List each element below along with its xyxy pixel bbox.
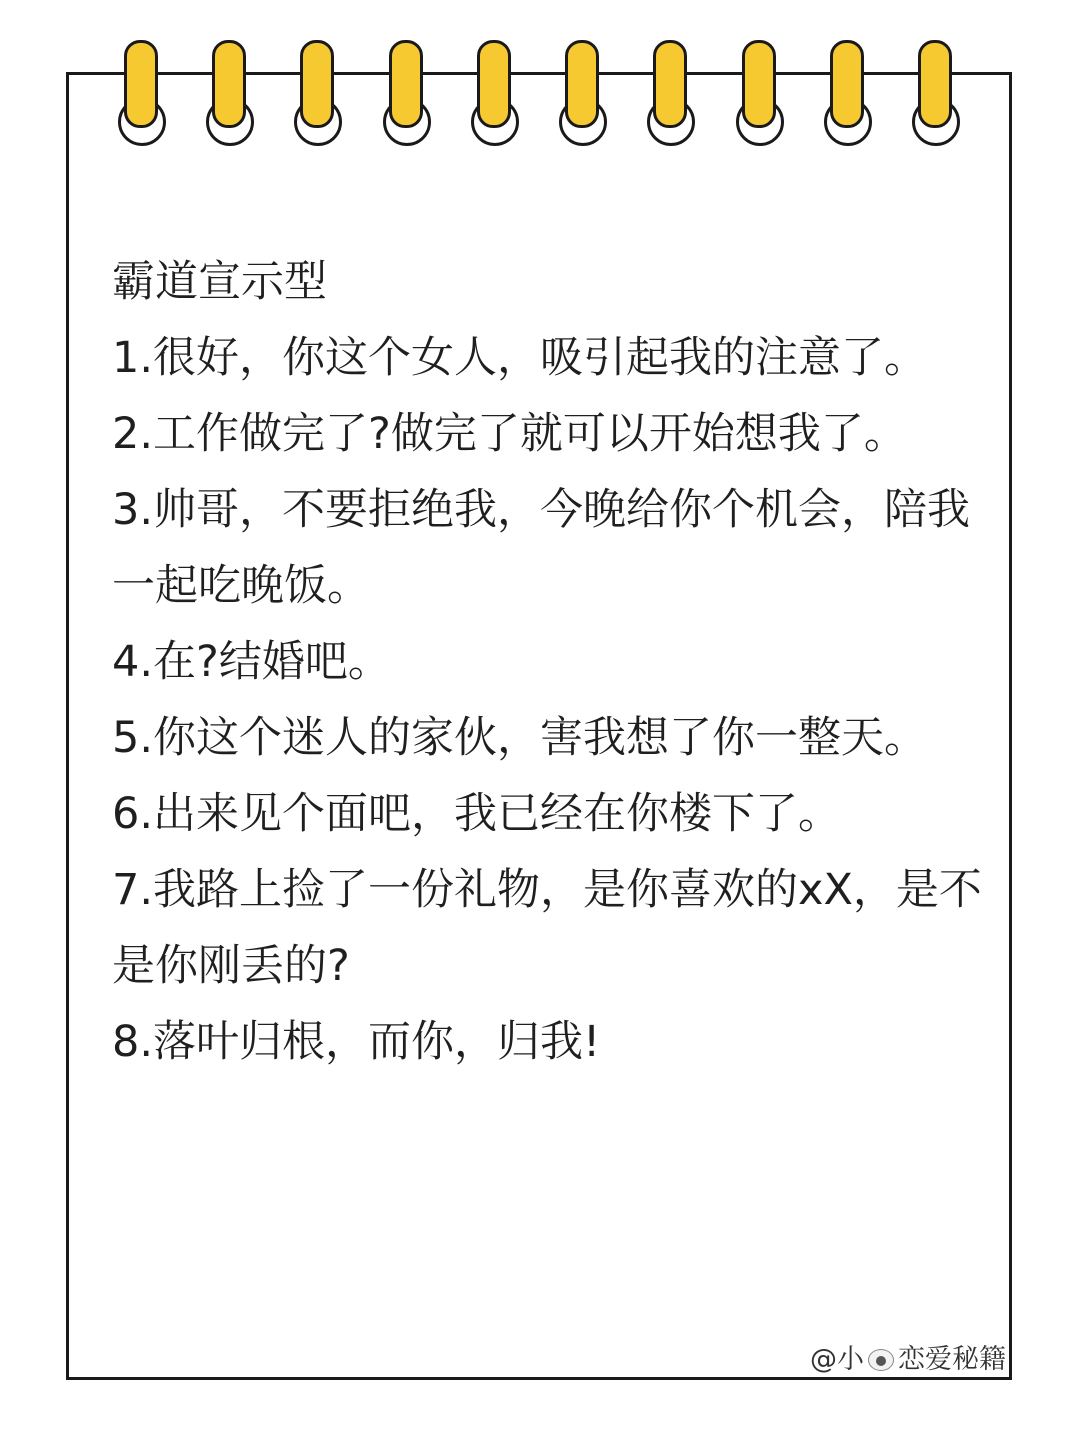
sheep-face — [876, 1356, 886, 1366]
spiral-binding — [0, 0, 1080, 160]
note-content — [112, 244, 992, 1080]
binding-ring — [909, 40, 961, 152]
binding-ring — [380, 40, 432, 152]
ring-clip — [565, 40, 599, 128]
note-line-1: 1.很好，你这个女人，吸引起我的注意了。 — [112, 333, 928, 383]
watermark-suffix: 恋爱秘籍 — [898, 1344, 1006, 1375]
ring-clip — [300, 40, 334, 128]
binding-ring — [115, 40, 167, 152]
watermark-prefix: @小 — [810, 1344, 864, 1375]
note-line-7: 7.我路上捡了一份礼物，是你喜欢的xX，是不是你刚丢的? — [112, 865, 982, 991]
sheep-icon — [866, 1347, 896, 1373]
ring-clip — [124, 40, 158, 128]
ring-clip — [830, 40, 864, 128]
note-line-4: 4.在?结婚吧。 — [112, 637, 391, 687]
binding-ring — [644, 40, 696, 152]
ring-clip — [212, 40, 246, 128]
ring-clip — [477, 40, 511, 128]
ring-clip — [653, 40, 687, 128]
note-line-2: 2.工作做完了?做完了就可以开始想我了。 — [112, 409, 907, 459]
binding-ring — [468, 40, 520, 152]
binding-ring — [203, 40, 255, 152]
binding-ring — [733, 40, 785, 152]
ring-clip — [918, 40, 952, 128]
note-line-3: 3.帅哥，不要拒绝我，今晚给你个机会，陪我一起吃晚饭。 — [112, 485, 971, 611]
note-heading: 霸道宣示型 — [112, 257, 327, 307]
author-watermark — [810, 1346, 1006, 1373]
note-line-8: 8.落叶归根，而你，归我! — [112, 1017, 601, 1067]
ring-clip — [742, 40, 776, 128]
binding-ring — [556, 40, 608, 152]
binding-ring — [291, 40, 343, 152]
ring-clip — [389, 40, 423, 128]
note-line-6: 6.出来见个面吧，我已经在你楼下了。 — [112, 789, 842, 839]
note-line-5: 5.你这个迷人的家伙，害我想了你一整天。 — [112, 713, 928, 763]
binding-ring — [821, 40, 873, 152]
